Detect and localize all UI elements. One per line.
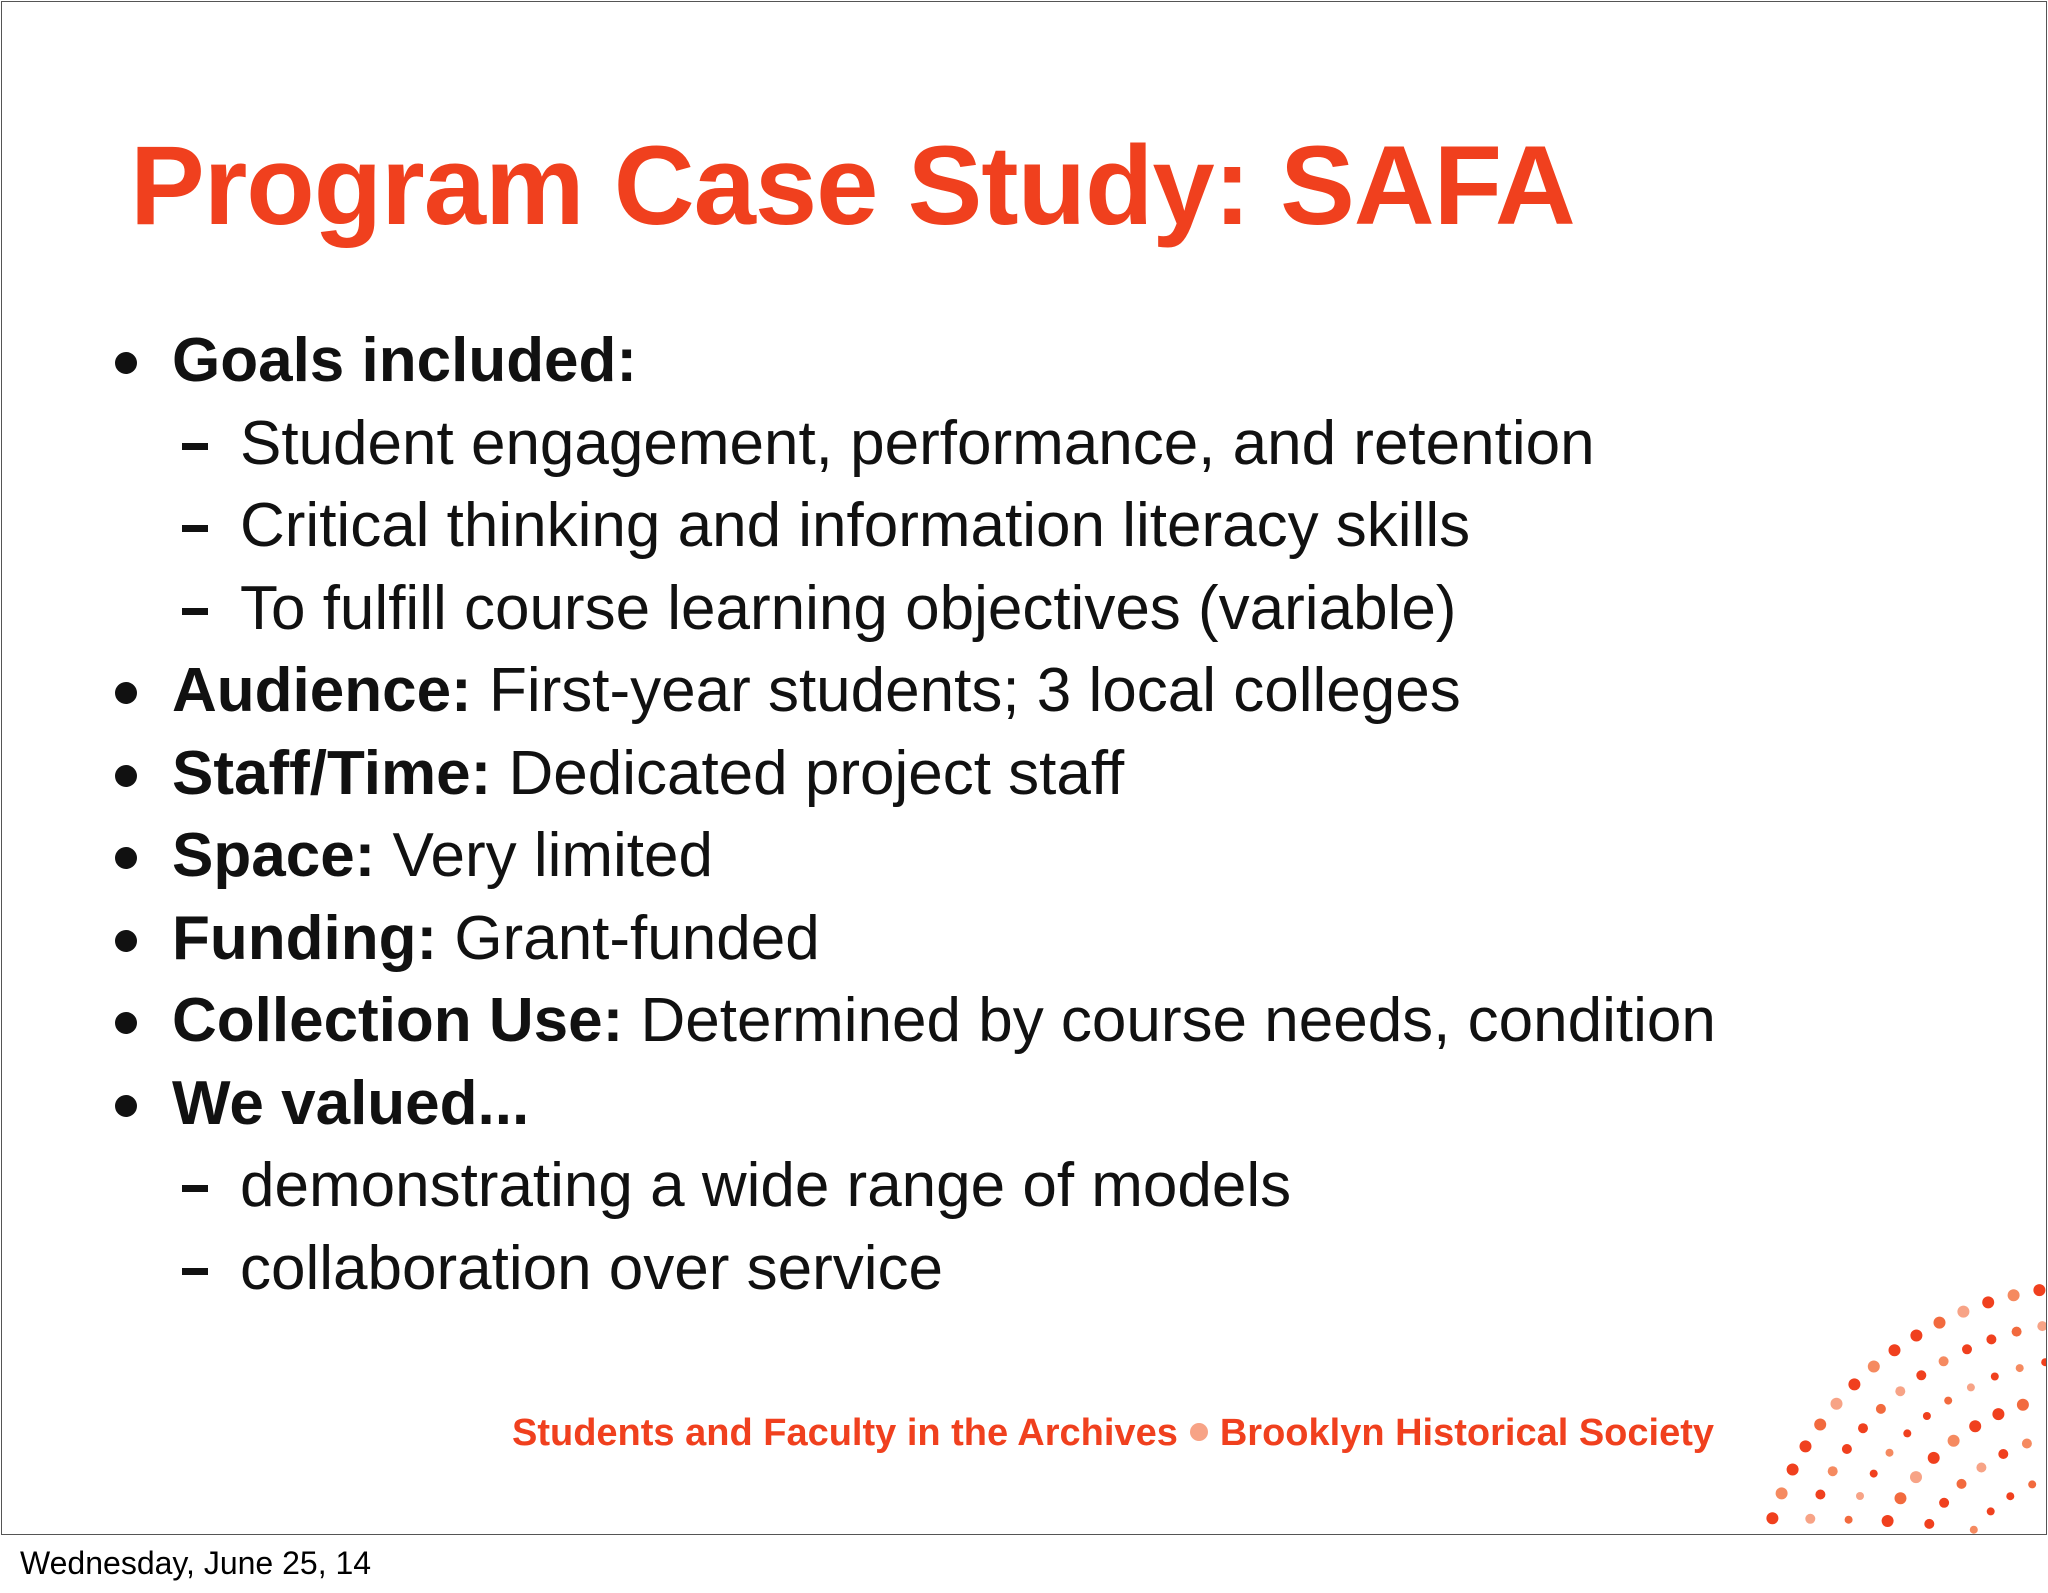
logo-dot xyxy=(1889,1344,1901,1356)
logo-dot xyxy=(1944,1397,1952,1405)
logo-dot xyxy=(1842,1444,1852,1454)
bullet-item xyxy=(2,650,1902,733)
logo-dot xyxy=(1787,1464,1799,1476)
bullet-label: We valued... xyxy=(172,1068,530,1138)
dash-bullet-icon xyxy=(182,443,208,450)
logo-dot xyxy=(2037,1321,2047,1331)
bullet-dot-icon xyxy=(115,1012,137,1034)
bullet-text: First-year students; 3 local colleges xyxy=(471,656,1461,725)
logo-dot xyxy=(1805,1514,1815,1524)
logo-dot xyxy=(1998,1449,2008,1459)
sub-bullet-text: Critical thinking and information literacy skills xyxy=(240,491,1471,560)
logo-dot xyxy=(1831,1398,1843,1410)
bullet-label: Staff/Time: xyxy=(172,738,492,808)
logo-dot xyxy=(1967,1383,1975,1391)
logo-dot xyxy=(1939,1498,1949,1508)
logo-dot xyxy=(1969,1420,1981,1432)
bullet-dot-icon xyxy=(115,1095,137,1117)
logo-dot xyxy=(1957,1306,1969,1318)
logo-dot xyxy=(1923,1412,1931,1420)
logo-dot xyxy=(1776,1487,1788,1499)
logo-dot xyxy=(2012,1327,2022,1337)
bullet-text: Dedicated project staff xyxy=(491,738,1125,808)
bullet-label: Space: xyxy=(172,821,376,890)
logo-dot xyxy=(1903,1429,1911,1437)
logo-dot xyxy=(1970,1526,1978,1534)
sub-bullet-item xyxy=(2,1228,1902,1311)
bullet-label: Funding: xyxy=(172,903,438,973)
bullet-list xyxy=(2,320,1902,1310)
logo-dot xyxy=(1987,1507,1995,1515)
bullet-dot-icon xyxy=(115,765,137,787)
logo-dot xyxy=(1962,1344,1972,1354)
bullet-text: Grant-funded xyxy=(437,903,820,973)
sub-bullet-item xyxy=(2,568,1902,651)
logo-dot xyxy=(1856,1492,1864,1500)
logo-dot xyxy=(1814,1419,1826,1431)
logo-dot xyxy=(1848,1378,1860,1390)
logo-dot xyxy=(1916,1370,1926,1380)
logo-dot xyxy=(1948,1435,1960,1447)
separator-dot-icon xyxy=(1190,1423,1208,1441)
bullet-label: Collection Use: xyxy=(172,986,624,1055)
logo-dot xyxy=(1939,1356,1949,1366)
logo-dot xyxy=(2022,1439,2032,1449)
logo-dot xyxy=(1895,1492,1907,1504)
logo-dot xyxy=(1910,1471,1922,1483)
logo-dot xyxy=(1991,1373,1999,1381)
sub-bullet-item xyxy=(2,1145,1902,1228)
dash-bullet-icon xyxy=(182,525,208,532)
logo-dot xyxy=(2028,1480,2036,1488)
bullet-item xyxy=(2,980,1902,1063)
bullet-text: Very limited xyxy=(375,821,713,890)
logo-dot xyxy=(1976,1463,1986,1473)
sub-bullet-item xyxy=(2,403,1902,486)
sub-bullet-text: collaboration over service xyxy=(240,1233,944,1303)
logo-dot xyxy=(1934,1317,1946,1329)
logo-dot xyxy=(1868,1361,1880,1373)
bullet-item xyxy=(2,733,1902,816)
bullet-item xyxy=(2,1063,1902,1146)
logo-dot xyxy=(1870,1470,1878,1478)
bullet-label: Goals included: xyxy=(172,326,638,395)
logo-dot xyxy=(1882,1515,1894,1527)
footer-organization: Brooklyn Historical Society xyxy=(1219,1412,1714,1454)
sub-bullet-text: demonstrating a wide range of models xyxy=(240,1151,1292,1220)
logo-dot xyxy=(1957,1479,1967,1489)
bullet-label: Audience: xyxy=(172,656,472,725)
bullet-dot-icon xyxy=(115,930,137,952)
logo-dot xyxy=(1845,1516,1853,1524)
logo-dot xyxy=(2041,1358,2047,1366)
logo-dot xyxy=(1828,1466,1838,1476)
logo-dot xyxy=(1924,1519,1934,1529)
bullet-item xyxy=(2,815,1902,898)
logo-dot xyxy=(1800,1440,1812,1452)
logo-dot xyxy=(1876,1404,1886,1414)
logo-dot xyxy=(1982,1296,1994,1308)
date-label: Wednesday, June 25, 14 xyxy=(20,1545,372,1581)
slide xyxy=(1,1,2047,1535)
logo-dot xyxy=(1766,1512,1778,1524)
slide-footer xyxy=(512,1412,1714,1455)
logo-dot xyxy=(1895,1386,1905,1396)
bullet-text: Determined by course needs, condition xyxy=(623,986,1716,1055)
dot-burst-logo-icon xyxy=(1762,1262,2047,1535)
logo-dot xyxy=(1986,1334,1996,1344)
logo-dot xyxy=(2016,1364,2024,1372)
dash-bullet-icon xyxy=(182,1185,208,1192)
bullet-item xyxy=(2,898,1902,981)
bullet-dot-icon xyxy=(115,352,137,374)
logo-dot xyxy=(1886,1449,1894,1457)
logo-dot xyxy=(1858,1423,1868,1433)
logo-dot xyxy=(2017,1399,2029,1411)
dash-bullet-icon xyxy=(182,608,208,615)
logo-dot xyxy=(2033,1284,2045,1296)
sub-bullet-item xyxy=(2,485,1902,568)
logo-dot xyxy=(1992,1408,2004,1420)
bullet-dot-icon xyxy=(115,682,137,704)
bullet-dot-icon xyxy=(115,847,137,869)
logo-dot xyxy=(1928,1452,1940,1464)
logo-dot xyxy=(2008,1289,2020,1301)
sub-bullet-text: Student engagement, performance, and retention xyxy=(240,408,1595,478)
dash-bullet-icon xyxy=(182,1268,208,1275)
slide-title: Program Case Study: SAFA xyxy=(130,123,1575,248)
logo-dot xyxy=(1815,1490,1825,1500)
sub-bullet-text: To fulfill course learning objectives (variable) xyxy=(240,573,1457,643)
logo-dot xyxy=(2006,1492,2014,1500)
footer-program-name: Students and Faculty in the Archives xyxy=(512,1412,1178,1454)
bullet-item xyxy=(2,320,1902,403)
logo-dot xyxy=(1910,1330,1922,1342)
